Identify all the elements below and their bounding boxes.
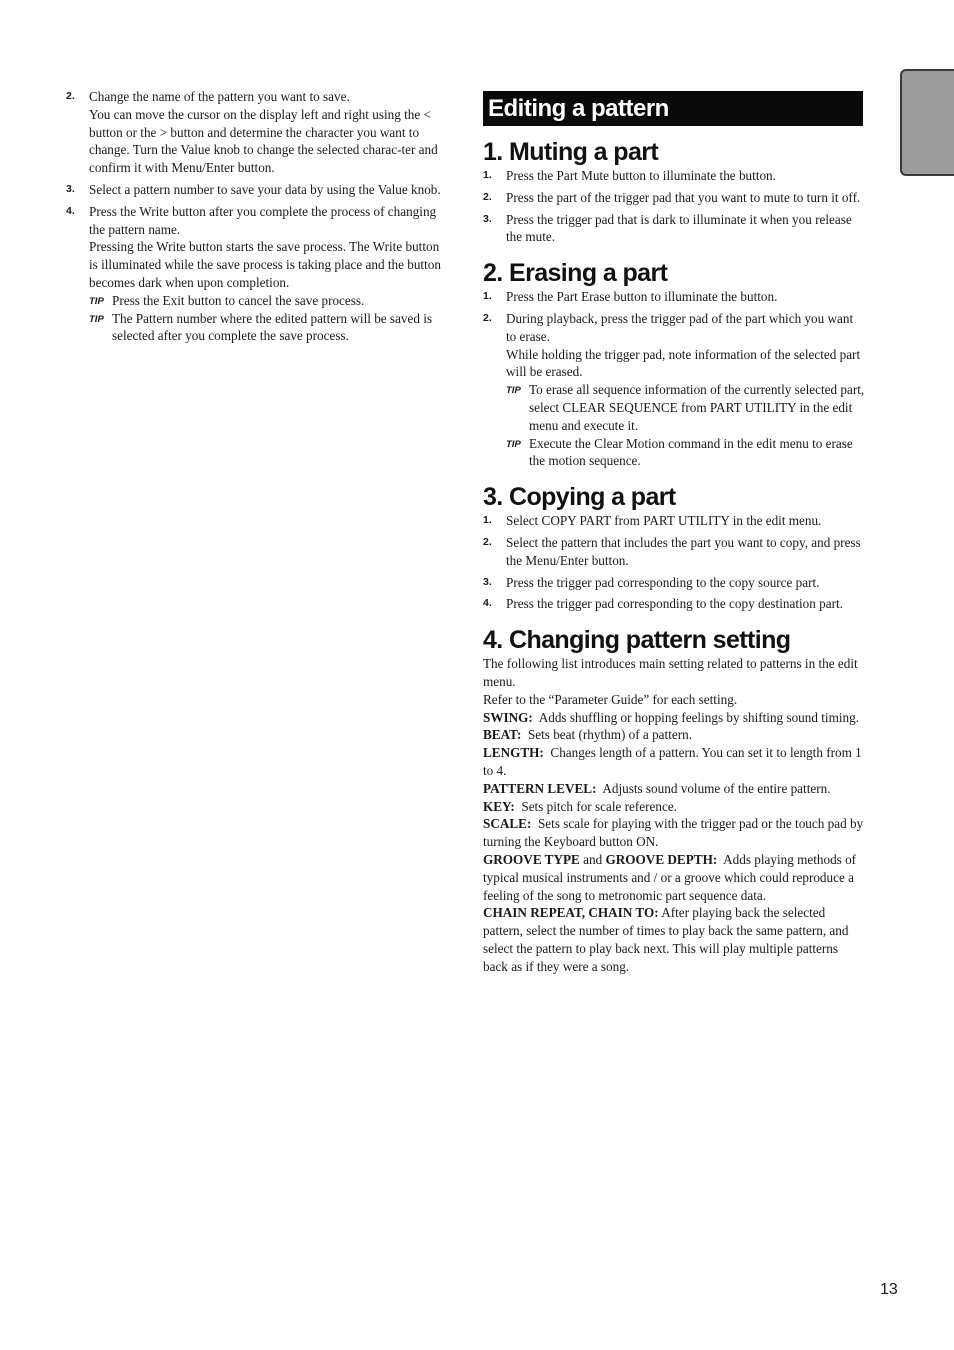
step-text: During playback, press the trigger pad of the part which you want to erase. <box>506 310 854 344</box>
step-number: 2. <box>66 90 75 102</box>
chapter-banner: Editing a pattern <box>483 91 863 126</box>
tip-label: TIP <box>506 385 521 397</box>
step-number: 2. <box>483 535 492 548</box>
list-item <box>483 595 865 613</box>
setting-desc: Sets pitch for scale reference. <box>521 798 677 814</box>
step-text: Select a pattern number to save your data by using the Value knob. <box>89 181 441 197</box>
step-text: Select COPY PART from PART UTILITY in the edit menu. <box>506 513 822 529</box>
list-item <box>66 181 450 199</box>
step-text: Press the trigger pad that is dark to illuminate it when you release the mute. <box>506 211 852 245</box>
step-number: 1. <box>483 169 492 181</box>
setting-term: KEY: <box>483 798 515 814</box>
list-item <box>483 534 865 570</box>
setting-term: LENGTH: <box>483 745 544 761</box>
step-text: Select the pattern that includes the part you want to copy, and press the Menu/Enter button. <box>506 534 861 568</box>
setting-scale <box>483 815 865 851</box>
setting-desc: Adds shuffling or hopping feelings by shifting sound timing. <box>538 709 859 725</box>
step-text: Press the Part Erase button to illuminate the button. <box>506 289 778 305</box>
tip-text: The Pattern number where the edited pattern will be saved is selected after you complete the save process. <box>112 310 433 344</box>
step-text: Press the Write button after you complete the process of changing the pattern name. <box>89 203 437 237</box>
tip-label: TIP <box>89 295 104 307</box>
setting-key <box>483 798 865 816</box>
tip-label: TIP <box>89 313 104 325</box>
intro-paragraph: The following list introduces main setting related to patterns in the edit menu. <box>483 656 858 689</box>
setting-pattern-level <box>483 780 865 798</box>
tip <box>506 435 865 471</box>
tip-text: Press the Exit button to cancel the save process. <box>112 292 365 308</box>
tip <box>89 292 450 310</box>
step-number: 2. <box>483 311 492 324</box>
setting-term: SCALE: <box>483 816 532 832</box>
step-text: Press the trigger pad corresponding to the copy destination part. <box>506 596 843 612</box>
section-heading: 1. Muting a part <box>483 138 659 166</box>
setting-term: BEAT: <box>483 727 522 743</box>
step-note: Pressing the Write button starts the save process. The Write button is illuminated while the save process is taking place and the button becomes dark when upon completion. <box>89 239 441 290</box>
chapter-tab <box>900 69 954 176</box>
list-item <box>483 288 865 306</box>
setting-term: SWING: <box>483 709 533 725</box>
tip-text: To erase all sequence information of the currently selected part, select CLEAR SEQUENCE from PART UTILITY in the edit menu and execute it. <box>529 382 865 433</box>
setting-groove <box>483 851 865 904</box>
list-item <box>483 574 865 592</box>
setting-term: PATTERN LEVEL: <box>483 780 597 796</box>
setting-desc: Adjusts sound volume of the entire pattern. <box>602 780 831 796</box>
left-column <box>66 88 450 345</box>
setting-conjunction: and <box>583 851 603 867</box>
right-column <box>483 91 865 975</box>
list-item <box>483 310 865 470</box>
section-heading: 2. Erasing a part <box>483 259 668 288</box>
setting-term: CHAIN REPEAT, CHAIN TO: <box>483 905 659 921</box>
step-text: Press the trigger pad corresponding to the copy source part. <box>506 574 820 590</box>
step-number: 4. <box>66 204 75 217</box>
setting-swing <box>483 709 865 727</box>
setting-desc: Sets beat (rhythm) of a pattern. <box>527 727 692 743</box>
step-number: 1. <box>483 290 492 303</box>
page-number: 13 <box>880 1281 898 1298</box>
setting-desc: Sets scale for playing with the trigger pad or the touch pad by turning the Keyboard button ON. <box>483 816 864 850</box>
list-item <box>66 88 450 177</box>
step-text: Press the Part Mute button to illuminate the button. <box>506 168 776 183</box>
setting-desc: After playing back the selected pattern, select the number of times to play back the same pattern, and select the pattern to play back next. This will play multiple patterns back as if they were a song. <box>483 905 849 974</box>
step-number: 3. <box>483 212 492 225</box>
setting-term: GROOVE TYPE <box>483 851 580 867</box>
setting-desc: Adds playing methods of typical musical instruments and / or a groove which could reproduce a feeling of the song to metronomic part sequence data. <box>483 851 857 903</box>
section-heading: 3. Copying a part <box>483 483 676 512</box>
tip-label: TIP <box>506 438 521 450</box>
step-note: While holding the trigger pad, note information of the selected part will be erased. <box>506 346 861 380</box>
step-number: 1. <box>483 514 492 527</box>
tip <box>506 381 865 434</box>
step-text: Press the part of the trigger pad that you want to mute to turn it off. <box>506 189 861 205</box>
section-heading: 4. Changing pattern setting <box>483 626 791 655</box>
setting-beat <box>483 726 865 744</box>
tip <box>89 310 450 346</box>
step-number: 3. <box>66 182 75 195</box>
tip-text: Execute the Clear Motion command in the edit menu to erase the motion sequence. <box>529 435 853 469</box>
setting-length <box>483 744 865 780</box>
setting-chain <box>483 904 865 975</box>
setting-term: GROOVE DEPTH: <box>605 851 718 867</box>
list-item <box>483 512 865 530</box>
list-item <box>483 189 865 207</box>
list-item <box>483 211 865 247</box>
intro-paragraph: Refer to the “Parameter Guide” for each setting. <box>483 691 738 707</box>
step-note: You can move the cursor on the display left and right using the < button or the > button and determine the character you want to change. Turn the Value knob to change the selected charac-ter and confirm it with Menu/Enter button. <box>89 106 438 176</box>
step-number: 3. <box>483 575 492 588</box>
list-item <box>66 203 450 345</box>
setting-desc: Changes length of a pattern. You can set it to length from 1 to 4. <box>483 745 862 778</box>
step-number: 4. <box>483 597 492 610</box>
step-number: 2. <box>483 190 492 203</box>
list-item <box>483 167 865 185</box>
step-text: Change the name of the pattern you want to save. <box>89 89 350 104</box>
